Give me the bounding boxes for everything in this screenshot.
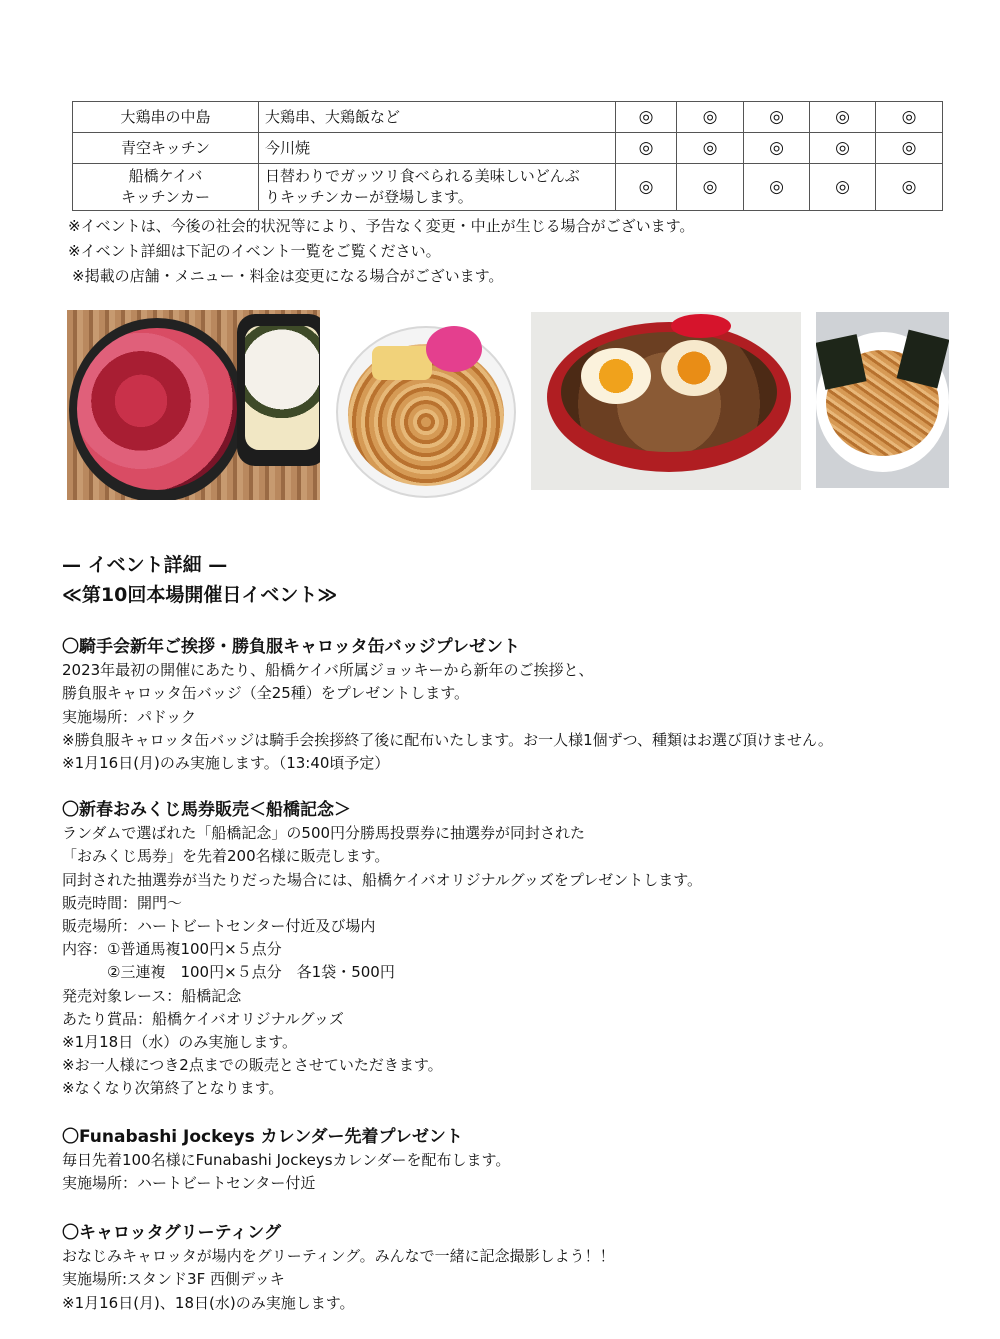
availability-mark: ◎ — [810, 102, 876, 133]
event-line: ※勝負服キャロッタ缶バッジは騎手会挨拶終了後に配布いたします。お一人様1個ずつ、種類はお選び頂けません。 — [62, 730, 833, 749]
event-line: ※1月16日(月)、18日(水)のみ実施します。 — [62, 1293, 355, 1312]
event-block — [62, 636, 833, 775]
availability-mark: ◎ — [876, 102, 943, 133]
notice-text: ※イベントは、今後の社会的状況等により、予告なく変更・中止が生じる場合がございます。 — [68, 217, 695, 235]
vendor-table — [72, 101, 943, 211]
event-line: 販売場所：ハートビートセンター付近及び場内 — [62, 917, 376, 936]
availability-mark: ◎ — [876, 164, 943, 211]
braised-pork-egg-bowl-photo — [531, 312, 801, 490]
vendor-name: 大鶏串の中島 — [73, 102, 259, 133]
event-line: 内容：①普通馬複100円×５点分 — [62, 940, 282, 959]
vendor-name: 船橋ケイバ キッチンカー — [73, 164, 259, 211]
event-line: 勝負服キャロッタ缶バッジ（全25種）をプレゼントします。 — [62, 684, 469, 703]
event-line: おなじみキャロッタが場内をグリーティング。みんなで一緒に記念撮影しよう！！ — [62, 1247, 615, 1266]
event-line: ②三連複 100円×５点分 各1袋・500円 — [107, 963, 395, 982]
event-title: 〇Funabashi Jockeys カレンダー先着プレゼント — [62, 1127, 463, 1147]
event-line: 毎日先着100名様にFunabashi Jockeysカレンダーを配布します。 — [62, 1151, 511, 1170]
pork-bowl-photo — [334, 322, 518, 500]
table-row — [73, 133, 943, 164]
notice-text: ※イベント詳細は下記のイベント一覧をご覧ください。 — [68, 242, 441, 260]
event-line: ※なくなり次第終了となります。 — [62, 1079, 284, 1098]
tuna-bowl-photo — [67, 310, 320, 500]
event-line: 発売対象レース：船橋記念 — [62, 986, 242, 1005]
event-block — [62, 1126, 510, 1196]
vendor-menu: 今川焼 — [259, 133, 616, 164]
event-line: 「おみくじ馬券」を先着200名様に販売します。 — [62, 847, 390, 866]
event-line: 2023年最初の開催にあたり、船橋ケイバ所属ジョッキーから新年のご挨拶と、 — [62, 661, 594, 680]
event-title: 〇新春おみくじ馬券販売＜船橋記念＞ — [62, 800, 351, 820]
event-line: ※1月16日(月)のみ実施します。（13:40頃予定） — [62, 754, 390, 773]
availability-mark: ◎ — [616, 164, 677, 211]
event-line: ※1月18日（水）のみ実施します。 — [62, 1033, 298, 1052]
availability-mark: ◎ — [744, 164, 810, 211]
availability-mark: ◎ — [677, 133, 744, 164]
event-line: 実施場所:スタンド3F 西側デッキ — [62, 1270, 285, 1289]
notice-list — [68, 214, 694, 289]
table-row — [73, 164, 943, 211]
availability-mark: ◎ — [616, 102, 677, 133]
section-subheading: ≪第10回本場開催日イベント≫ — [62, 584, 338, 606]
event-block — [62, 1222, 615, 1315]
availability-mark: ◎ — [744, 133, 810, 164]
notice-text: ※掲載の店舗・メニュー・料金は変更になる場合がございます。 — [72, 267, 504, 285]
availability-mark: ◎ — [876, 133, 943, 164]
section-heading: — イベント詳細 — — [62, 554, 228, 576]
availability-mark: ◎ — [677, 164, 744, 211]
table-row — [73, 102, 943, 133]
availability-mark: ◎ — [744, 102, 810, 133]
event-title: 〇騎手会新年ご挨拶・勝負服キャロッタ缶バッジプレゼント — [62, 637, 520, 657]
event-line: ※お一人様につき2点までの販売とさせていただきます。 — [62, 1056, 443, 1075]
availability-mark: ◎ — [677, 102, 744, 133]
event-line: 販売時間：開門～ — [62, 893, 183, 912]
event-title: 〇キャロッタグリーティング — [62, 1223, 281, 1243]
vendor-menu: 日替わりでガッツリ食べられる美味しいどんぶ りキッチンカーが登場します。 — [259, 164, 616, 211]
vendor-menu: 大鶏串、大鶏飯など — [259, 102, 616, 133]
availability-mark: ◎ — [810, 164, 876, 211]
event-block — [62, 799, 702, 1101]
event-line: あたり賞品：船橋ケイバオリジナルグッズ — [62, 1009, 344, 1028]
vendor-name: 青空キッチン — [73, 133, 259, 164]
event-line: 実施場所：パドック — [62, 707, 197, 726]
noodle-bowl-photo — [816, 312, 949, 488]
availability-mark: ◎ — [616, 133, 677, 164]
event-line: ランダムで選ばれた「船橋記念」の500円分勝馬投票券に抽選券が同封された — [62, 824, 586, 843]
availability-mark: ◎ — [810, 133, 876, 164]
event-line: 同封された抽選券が当たりだった場合には、船橋ケイバオリジナルグッズをプレゼントします。 — [62, 870, 703, 889]
event-line: 実施場所：ハートビートセンター付近 — [62, 1174, 316, 1193]
